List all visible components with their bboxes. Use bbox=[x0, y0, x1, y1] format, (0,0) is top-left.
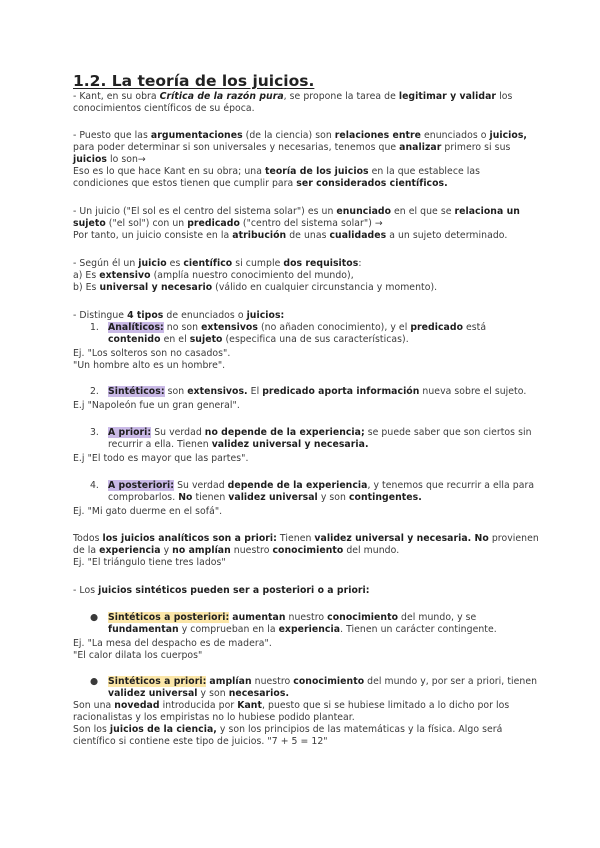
text: , puesto que si se hubiese limitado a lo dicho por los bbox=[261, 700, 510, 711]
example-sinteticos: E.j "Napoleón fue un gran general". bbox=[73, 400, 240, 411]
text: en la que establece las bbox=[368, 166, 481, 177]
bold-text: sujeto bbox=[73, 218, 106, 229]
text: (amplía nuestro conocimiento del mundo), bbox=[150, 270, 354, 281]
text: de la bbox=[73, 545, 100, 556]
example-a-priori: E.j "El todo es mayor que las partes". bbox=[73, 453, 249, 464]
bold-text: científico bbox=[183, 258, 233, 269]
bold-text: juicios bbox=[73, 154, 107, 165]
bold-text: no depende de la experiencia; bbox=[204, 427, 365, 438]
text: ("el sol") con un bbox=[105, 218, 188, 229]
text: no son bbox=[163, 322, 202, 333]
text: provienen bbox=[488, 533, 539, 544]
highlight-sinteticos: Sintéticos: bbox=[108, 386, 165, 397]
text: - Puesto que las bbox=[73, 130, 151, 141]
book-title: Crítica de la razón pura bbox=[159, 91, 284, 102]
text: - Según él un bbox=[73, 258, 139, 269]
tipo-a-priori-line-2 bbox=[108, 439, 369, 451]
text: en el bbox=[160, 334, 190, 345]
bold-text: 4 tipos bbox=[127, 310, 164, 321]
bold-text: contingentes. bbox=[348, 492, 422, 503]
bold-text: novedad bbox=[114, 700, 160, 711]
tipo-sinteticos-line bbox=[108, 386, 526, 398]
text: Por tanto, un juicio consiste en la bbox=[73, 230, 233, 241]
bold-text: juicios: bbox=[246, 310, 285, 321]
paragraph-sinteticos-heading bbox=[73, 585, 370, 597]
example-triangulo: Ej. "El triángulo tiene tres lados" bbox=[73, 557, 226, 568]
bold-text: dos requisitos bbox=[283, 258, 359, 269]
text: (de la ciencia) son bbox=[242, 130, 335, 141]
text: introducida por bbox=[159, 700, 238, 711]
bold-text: amplían bbox=[209, 676, 252, 687]
text: para poder determinar si son universales y necesarias, tenemos que bbox=[73, 142, 400, 153]
paragraph-juicio-line-1 bbox=[73, 206, 520, 218]
text: - Los bbox=[73, 585, 99, 596]
text: Su verdad bbox=[151, 427, 205, 438]
text: y son bbox=[317, 492, 349, 503]
bold-text: enunciado bbox=[336, 206, 392, 217]
bold-text: juicio bbox=[138, 258, 167, 269]
text: - Distingue bbox=[73, 310, 128, 321]
bold-text: universal y necesario bbox=[99, 282, 213, 293]
list-number-4: 4. bbox=[90, 480, 99, 491]
text: está bbox=[463, 322, 487, 333]
bold-text: validez universal bbox=[228, 492, 318, 503]
bold-text: juicios de la ciencia, bbox=[109, 724, 217, 735]
text: . Tienen un carácter contingente. bbox=[340, 624, 497, 635]
text: nuestro bbox=[285, 612, 328, 623]
bold-text: extensivos. bbox=[187, 386, 248, 397]
bold-text: juicios, bbox=[489, 130, 528, 141]
text: Son los bbox=[73, 724, 110, 735]
text: Tienen bbox=[276, 533, 315, 544]
bold-text: predicado bbox=[410, 322, 464, 333]
highlight-a-priori: A priori: bbox=[108, 427, 152, 438]
bold-text: Kant bbox=[237, 700, 262, 711]
bold-text: extensivo bbox=[99, 270, 151, 281]
example-mesa: Ej. "La mesa del despacho es de madera". bbox=[73, 638, 272, 649]
bold-text: analizar bbox=[399, 142, 442, 153]
tipo-a-posteriori-line-1 bbox=[108, 480, 534, 492]
text: y son bbox=[197, 688, 229, 699]
text: primero si sus bbox=[441, 142, 511, 153]
text: (válido en cualquier circunstancia y momento). bbox=[212, 282, 438, 293]
list-number-3: 3. bbox=[90, 427, 99, 438]
requisito-b bbox=[73, 282, 437, 294]
bold-text: experiencia bbox=[99, 545, 161, 556]
paragraph-novedad-line-1 bbox=[73, 700, 509, 712]
bold-text: depende de la experiencia bbox=[227, 480, 368, 491]
bold-text: validez universal y necesaria. bbox=[211, 439, 369, 450]
tipo-analiticos-line-1 bbox=[108, 322, 486, 334]
text: nuestro bbox=[230, 545, 273, 556]
text: a) Es bbox=[73, 270, 100, 281]
paragraph-analiticos-a-priori-line-2 bbox=[73, 545, 399, 557]
requisito-a bbox=[73, 270, 354, 282]
bold-text: relaciona un bbox=[454, 206, 520, 217]
paragraph-requisitos-line-1 bbox=[73, 258, 362, 270]
paragraph-tipos-heading bbox=[73, 310, 284, 322]
bold-text: predicado bbox=[187, 218, 240, 229]
text: (especifica una de sus características). bbox=[222, 334, 409, 345]
bold-text: ser considerados científicos. bbox=[296, 178, 448, 189]
text: nueva sobre el sujeto. bbox=[419, 386, 527, 397]
bold-text: contenido bbox=[108, 334, 161, 345]
text: es bbox=[166, 258, 184, 269]
highlight-sinteticos-a-priori: Sintéticos a priori: bbox=[108, 676, 207, 687]
bold-text: teoría de los juicios bbox=[264, 166, 369, 177]
bullet-icon: ● bbox=[90, 612, 99, 623]
bold-text: legitimar y validar bbox=[398, 91, 497, 102]
bold-text: relaciones entre bbox=[334, 130, 421, 141]
text: , se propone la tarea de bbox=[283, 91, 399, 102]
text: si cumple bbox=[232, 258, 284, 269]
example-analiticos-2: "Un hombre alto es un hombre". bbox=[73, 360, 226, 371]
text: lo son→ bbox=[106, 154, 146, 165]
bold-text: argumentaciones bbox=[150, 130, 243, 141]
text: Todos bbox=[73, 533, 103, 544]
text: y bbox=[160, 545, 173, 556]
tipo-analiticos-line-2 bbox=[108, 334, 409, 346]
text: condiciones que estos tienen que cumplir para bbox=[73, 178, 297, 189]
text: tienen bbox=[192, 492, 229, 503]
text: de unas bbox=[286, 230, 330, 241]
text: conocimientos científicos de su época. bbox=[73, 103, 255, 114]
sinteticos-a-posteriori-line-1 bbox=[108, 612, 476, 624]
highlight-sinteticos-a-posteriori: Sintéticos a posteriori: bbox=[108, 612, 230, 623]
text: en el que se bbox=[391, 206, 455, 217]
text: Eso es lo que hace Kant en su obra; una bbox=[73, 166, 265, 177]
text: Su verdad bbox=[174, 480, 228, 491]
highlight-a-posteriori: A posteriori: bbox=[108, 480, 175, 491]
paragraph-juicio-line-3 bbox=[73, 230, 507, 242]
section-title: 1.2. La teoría de los juicios. bbox=[73, 72, 315, 90]
paragraph-ciencia-line-1 bbox=[73, 724, 502, 736]
bold-text: juicios sintéticos pueden ser a posteriori o a priori: bbox=[98, 585, 370, 596]
bold-text: predicado aporta información bbox=[262, 386, 420, 397]
sinteticos-a-priori-line-1 bbox=[108, 676, 537, 688]
bold-text: conocimiento bbox=[327, 612, 399, 623]
text: se puede saber que son ciertos sin bbox=[364, 427, 532, 438]
paragraph-argumentaciones-line-2 bbox=[73, 142, 510, 154]
text: de enunciados o bbox=[163, 310, 247, 321]
text: recurrir a ella. Tienen bbox=[108, 439, 212, 450]
paragraph-novedad-line-2: racionalistas y los empiristas no lo hubiese podido plantear. bbox=[73, 712, 355, 723]
text: y son los principios de las matemáticas y la física. Algo será bbox=[216, 724, 503, 735]
text: nuestro bbox=[251, 676, 294, 687]
text: enunciados o bbox=[420, 130, 490, 141]
paragraph-argumentaciones-line-5 bbox=[73, 178, 448, 190]
text: , y tenemos que recurrir a ella para bbox=[367, 480, 535, 491]
bold-text: cualidades bbox=[329, 230, 387, 241]
bold-text: los juicios analíticos son a priori: bbox=[102, 533, 277, 544]
highlight-analiticos: Analíticos: bbox=[108, 322, 164, 333]
text: (no añaden conocimiento), y el bbox=[257, 322, 411, 333]
text: a un sujeto determinado. bbox=[386, 230, 508, 241]
paragraph-juicio-line-2 bbox=[73, 218, 383, 230]
bold-text: atribución bbox=[232, 230, 287, 241]
text: del mundo y, por ser a priori, tienen bbox=[364, 676, 538, 687]
paragraph-argumentaciones-line-3 bbox=[73, 154, 146, 166]
paragraph-kant-line-1 bbox=[73, 91, 512, 103]
text: - Un juicio ("El sol es el centro del sistema solar") es un bbox=[73, 206, 337, 217]
example-analiticos-1: Ej. "Los solteros son no casados". bbox=[73, 348, 231, 359]
paragraph-ciencia-line-2: científico si contiene este tipo de juicios. "7 + 5 = 12" bbox=[73, 736, 328, 747]
tipo-a-posteriori-line-2 bbox=[108, 492, 422, 504]
paragraph-kant-line-2 bbox=[73, 103, 255, 115]
bold-text: aumentan bbox=[232, 612, 286, 623]
sinteticos-a-posteriori-line-2 bbox=[108, 624, 497, 636]
list-number-2: 2. bbox=[90, 386, 99, 397]
bold-text: necesarios. bbox=[228, 688, 290, 699]
bold-text: conocimiento bbox=[272, 545, 344, 556]
bold-text: sujeto bbox=[189, 334, 223, 345]
text: ("centro del sistema solar") → bbox=[239, 218, 383, 229]
list-number-1: 1. bbox=[90, 322, 99, 333]
sinteticos-a-priori-line-2 bbox=[108, 688, 289, 700]
text: los bbox=[496, 91, 513, 102]
bold-text: no amplían bbox=[172, 545, 231, 556]
text: del mundo. bbox=[343, 545, 400, 556]
text: - Kant, en su obra bbox=[73, 91, 160, 102]
bullet-icon: ● bbox=[90, 676, 99, 687]
bold-text: fundamentan bbox=[108, 624, 179, 635]
text: Son una bbox=[73, 700, 115, 711]
paragraph-argumentaciones-line-4 bbox=[73, 166, 480, 178]
text: comprobarlos. bbox=[108, 492, 179, 503]
paragraph-argumentaciones-line-1 bbox=[73, 130, 527, 142]
tipo-a-priori-line-1 bbox=[108, 427, 532, 439]
example-calor: "El calor dilata los cuerpos" bbox=[73, 650, 203, 661]
example-a-posteriori: Ej. "Mi gato duerme en el sofá". bbox=[73, 506, 223, 517]
text: y comprueban en la bbox=[178, 624, 279, 635]
bold-text: extensivos bbox=[201, 322, 258, 333]
bold-text: No bbox=[178, 492, 193, 503]
text: b) Es bbox=[73, 282, 100, 293]
bold-text: validez universal bbox=[108, 688, 198, 699]
bold-text: conocimiento bbox=[293, 676, 365, 687]
paragraph-analiticos-a-priori-line-1 bbox=[73, 533, 539, 545]
text: son bbox=[164, 386, 188, 397]
text: El bbox=[247, 386, 263, 397]
text: del mundo, y se bbox=[398, 612, 477, 623]
bold-text: validez universal y necesaria. No bbox=[314, 533, 489, 544]
text: : bbox=[358, 258, 362, 269]
bold-text: experiencia bbox=[278, 624, 341, 635]
